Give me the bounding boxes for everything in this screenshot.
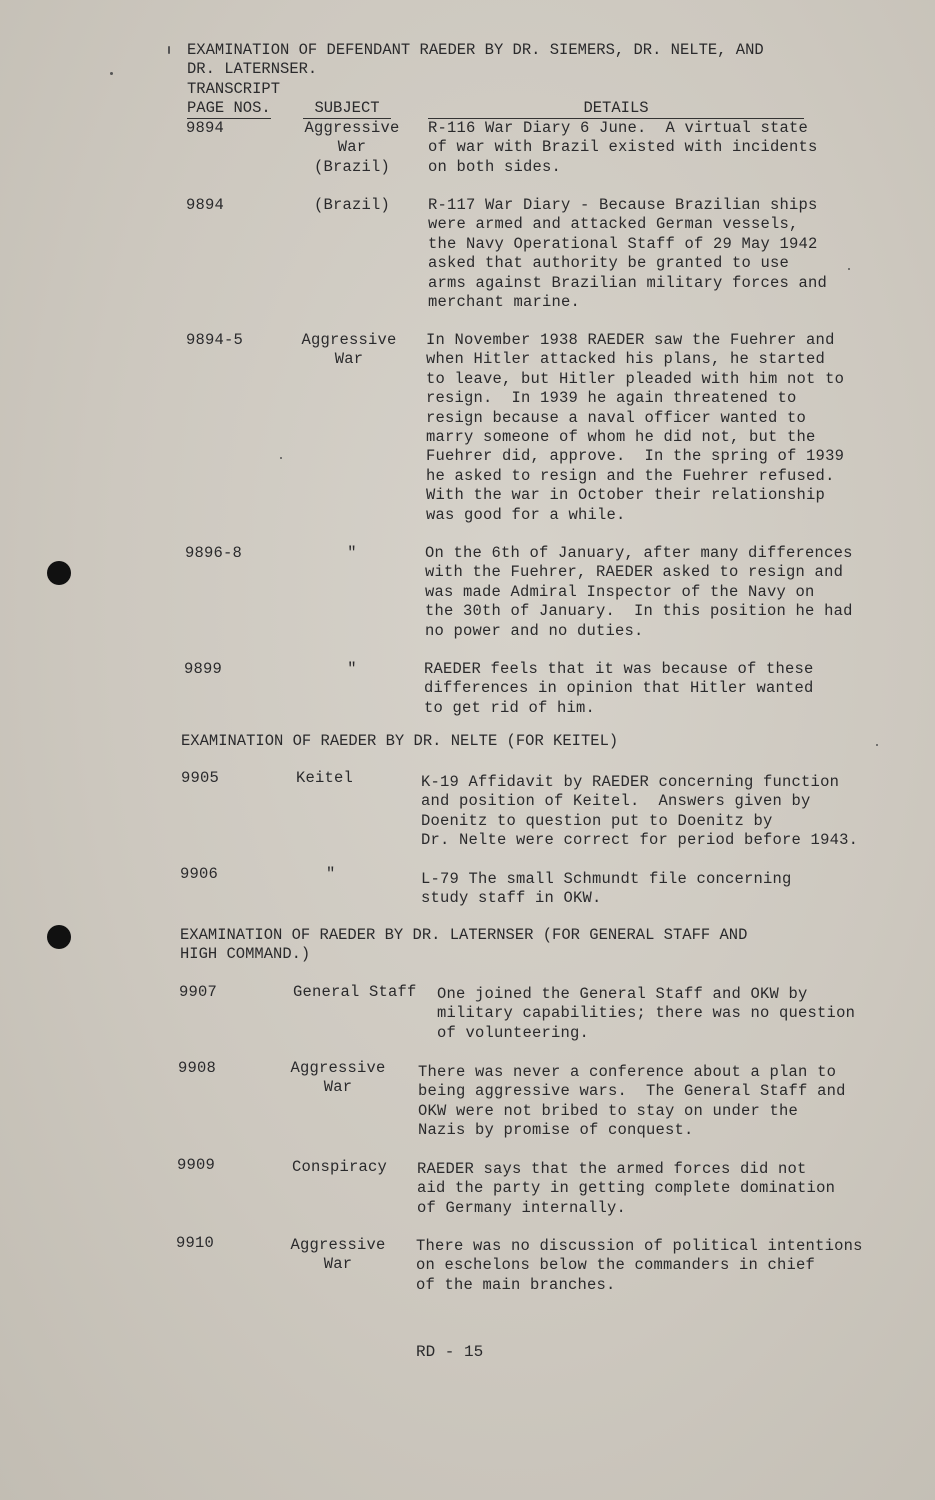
speck xyxy=(848,268,850,270)
row-page-number: 9896-8 xyxy=(185,544,243,562)
row-page-number: 9899 xyxy=(184,660,223,678)
row-details: L-79 The small Schmundt file concerning study staff in OKW. xyxy=(421,870,792,908)
row-subject: Aggressive War xyxy=(290,1236,386,1274)
column-header-page-nos: PAGE NOS. xyxy=(187,99,271,117)
row-details: There was no discussion of political intentions on eschelons below the commanders in chief of the main branches. xyxy=(416,1237,863,1294)
row-page-number: 9894-5 xyxy=(186,331,244,349)
section-heading-nelte: EXAMINATION OF RAEDER BY DR. NELTE (FOR KEITEL) xyxy=(181,732,619,750)
speck xyxy=(280,457,282,459)
column-header-details: DETAILS xyxy=(428,99,804,119)
row-subject: Aggressive War xyxy=(290,1059,386,1097)
row-details: In November 1938 RAEDER saw the Fuehrer and when Hitler attacked his plans, he started to leave, but Hitler pleaded with him not to resign. In 1939 he again threatened to resign because a naval officer wanted to marry someone of whom he did not, but the Fuehrer did, approve. In the spring of 1939 he asked to resign and the Fuehrer refused. With the war in October their relationship was good for a while. xyxy=(426,331,845,524)
row-details: RAEDER says that the armed forces did not aid the party in getting complete domination of Germany internally. xyxy=(417,1160,836,1217)
speck xyxy=(110,72,113,75)
document-title-line2: DR. LATERNSER. xyxy=(187,60,318,78)
row-page-number: 9907 xyxy=(179,983,218,1001)
column-header-subject: SUBJECT xyxy=(303,99,391,119)
row-page-number: 9894 xyxy=(186,119,225,137)
row-subject: General Staff xyxy=(293,983,417,1001)
row-details: On the 6th of January, after many differences with the Fuehrer, RAEDER asked to resign and was made Admiral Inspector of the Navy on the 30th of January. In this position he had no power and no duties. xyxy=(425,544,853,640)
row-subject: Aggressive War xyxy=(301,331,397,369)
row-details: There was never a conference about a plan to being aggressive wars. The General Staff and OKW were not bribed to stay on under the Nazis by promise of conquest. xyxy=(418,1063,846,1140)
row-page-number: 9910 xyxy=(176,1234,215,1252)
row-details: RAEDER feels that it was because of these differences in opinion that Hitler wanted to get rid of him. xyxy=(424,660,814,717)
row-subject: " xyxy=(326,865,336,883)
row-subject: Conspiracy xyxy=(292,1158,388,1176)
punch-hole-top xyxy=(47,561,71,585)
speck xyxy=(876,744,878,746)
row-subject: Keitel xyxy=(296,769,354,787)
row-page-number: 9894 xyxy=(186,196,225,214)
row-details: R-116 War Diary 6 June. A virtual state of war with Brazil existed with incidents on both sides. xyxy=(428,119,818,176)
punch-hole-bottom xyxy=(47,925,71,949)
row-details: K-19 Affidavit by RAEDER concerning function and position of Keitel. Answers given by Doenitz to question put to Doenitz by Dr. Nelte were correct for period before 1943. xyxy=(421,773,859,850)
row-subject: " xyxy=(347,544,357,562)
row-page-number: 9905 xyxy=(181,769,220,787)
document-title-line1: EXAMINATION OF DEFENDANT RAEDER BY DR. SIEMERS, DR. NELTE, AND xyxy=(187,41,764,59)
row-subject: Aggressive War (Brazil) xyxy=(304,119,400,176)
row-details: One joined the General Staff and OKW by military capabilities; there was no question of volunteering. xyxy=(437,985,856,1042)
row-page-number: 9908 xyxy=(178,1059,217,1077)
row-details: R-117 War Diary - Because Brazilian ships were armed and attacked German vessels, the Navy Operational Staff of 29 May 1942 asked that authority be granted to use arms against Brazilian military forces and merchant marine. xyxy=(428,196,828,312)
row-subject: (Brazil) xyxy=(313,196,390,214)
page-number-footer: RD - 15 xyxy=(416,1343,484,1361)
speck xyxy=(168,46,170,54)
row-page-number: 9909 xyxy=(177,1156,216,1174)
transcript-label: TRANSCRIPT xyxy=(187,80,281,98)
row-page-number: 9906 xyxy=(180,865,219,883)
section-heading-laternser: EXAMINATION OF RAEDER BY DR. LATERNSER (FOR GENERAL STAFF AND HIGH COMMAND.) xyxy=(180,926,748,963)
row-subject: " xyxy=(347,660,357,678)
